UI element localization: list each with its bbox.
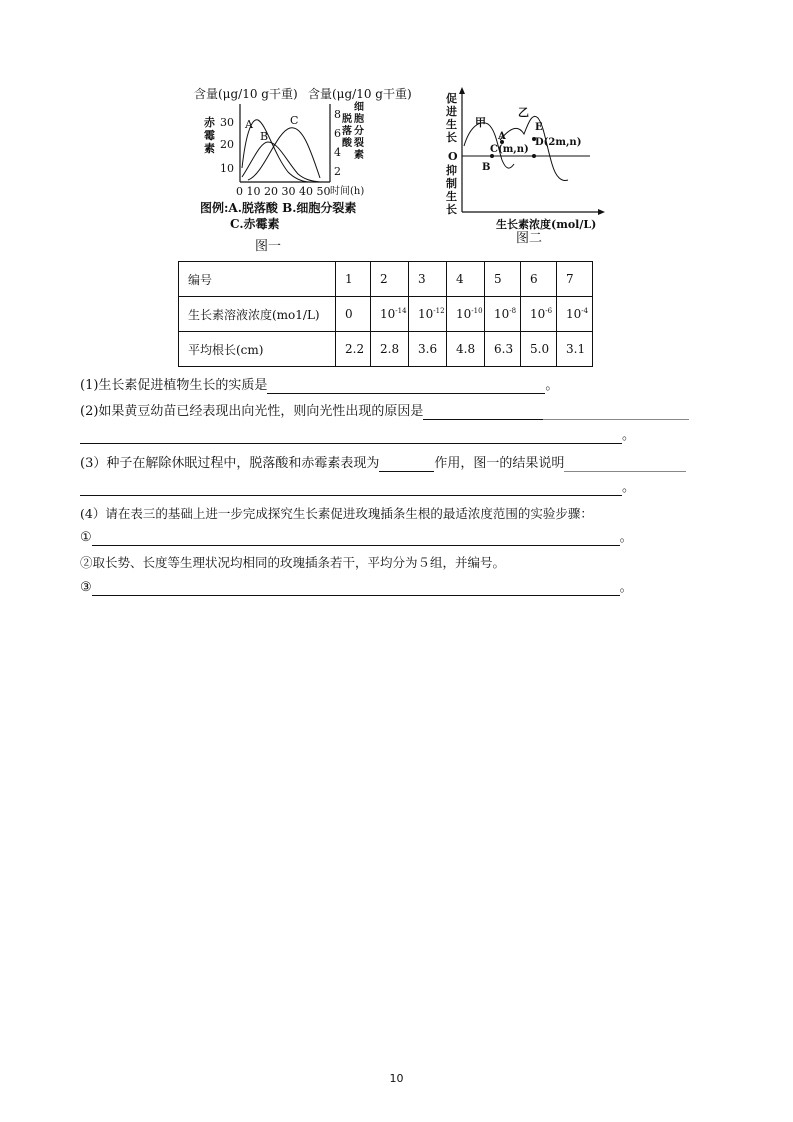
fig2-y-top-0: 促 (446, 92, 457, 105)
question-3-text-a: (3）种子在解除休眠过程中，脱落酸和赤霉素表现为 (80, 456, 380, 471)
fig2-x-label: 生长素浓度(mol/L) (496, 218, 597, 231)
fig1-right-label1-1: 落 (342, 126, 352, 137)
step-2 (80, 555, 505, 571)
fig2-point-d: D(2m,n) (535, 137, 582, 148)
power-exp: -10 (471, 307, 483, 315)
step-1-end: 。 (619, 530, 633, 545)
fig1-right-tick-2: 2 (334, 165, 341, 178)
fig1-right-label2-4: 素 (354, 150, 364, 161)
answer-blank-1[interactable] (267, 379, 545, 394)
table-cell (521, 297, 557, 332)
table-cell (557, 297, 593, 332)
fig1-curve-c (248, 128, 320, 180)
figure-2 (440, 84, 610, 244)
fig2-y-top-3: 长 (446, 131, 457, 144)
table-cell: 3.6 (409, 332, 447, 367)
fig2-y-bottom-0: 抑 (446, 164, 457, 177)
question-1-end: 。 (545, 378, 559, 393)
fig1-x-ticks: 0 10 20 30 40 50 (236, 185, 331, 198)
fig2-point-b: B (482, 162, 491, 173)
power-exp: -6 (545, 307, 553, 315)
fig2-y-top-1: 进 (446, 105, 457, 118)
fig1-x-label: 时间(h) (330, 186, 365, 197)
fig1-right-tick-6: 6 (334, 127, 341, 140)
answer-blank-3a[interactable] (379, 457, 434, 472)
question-2-cont (80, 428, 635, 444)
question-3-text-b: 作用，图一的结果说明 (434, 456, 565, 471)
fig1-left-tick-20: 20 (220, 138, 234, 151)
fig1-right-label2-0: 细 (354, 102, 364, 113)
question-3 (80, 456, 686, 472)
table-cell: 5.0 (521, 332, 557, 367)
fig1-curve-label-b: B (260, 130, 269, 143)
fig1-right-tick-4: 4 (334, 146, 341, 159)
step-3-end: 。 (619, 580, 633, 595)
table-cell (409, 297, 447, 332)
step-1 (80, 530, 633, 546)
answer-blank-step1[interactable] (92, 531, 620, 546)
table-header-cell: 平均根长(cm) (179, 332, 336, 367)
fig2-point-e: E (535, 122, 543, 133)
fig2-y-arrow (459, 87, 465, 94)
fig2-point-x-dot (532, 154, 536, 158)
fig1-right-tick-8: 8 (334, 108, 341, 121)
power-exp: -4 (581, 307, 589, 315)
answer-blank-2b[interactable] (543, 405, 689, 420)
fig1-right-label2-3: 裂 (354, 138, 364, 149)
table-row (179, 297, 593, 332)
power-base: 10 (418, 307, 434, 321)
step-3-marker: ③ (80, 580, 92, 595)
fig1-left-label-0: 赤 (204, 116, 215, 129)
fig1-left-label-1: 霉 (204, 129, 215, 142)
table-cell: 6 (521, 262, 557, 297)
answer-blank-3b[interactable] (564, 457, 686, 472)
answer-blank-2a[interactable] (423, 405, 543, 420)
question-1-text: (1)生长素促进植物生长的实质是 (80, 378, 268, 393)
fig2-curve2-name: 乙 (518, 106, 529, 119)
page-number: 10 (389, 1072, 404, 1085)
fig1-legend-line1: 图例:A.脱落酸 B.细胞分裂素 (200, 201, 357, 215)
fig1-left-tick-30: 30 (220, 116, 234, 129)
fig2-y-bottom-2: 生 (446, 190, 457, 203)
fig2-point-a: A (498, 131, 506, 142)
table-cell: 6.3 (485, 332, 521, 367)
table-cell: 5 (485, 262, 521, 297)
fig2-origin: O (448, 150, 458, 163)
fig1-left-axis-title: 含量(μg/10 g干重) (194, 87, 298, 101)
power-base: 10 (456, 307, 472, 321)
power-base: 10 (380, 307, 396, 321)
fig2-x-arrow (598, 209, 605, 215)
data-table (178, 261, 593, 367)
question-1 (80, 378, 558, 394)
table-cell: 3.1 (557, 332, 593, 367)
table-cell: 4 (447, 262, 485, 297)
table-cell: 7 (557, 262, 593, 297)
question-4 (80, 506, 593, 522)
table-row (179, 332, 593, 367)
question-4-text: (4）请在表三的基础上进一步完成探究生长素促进玫瑰插条生根的最适浓度范围的实验步骤： (80, 506, 593, 521)
fig1-right-label1-2: 酸 (342, 138, 352, 149)
table-cell (371, 297, 409, 332)
table-row (179, 262, 593, 297)
power-base: 10 (494, 307, 510, 321)
power-base: 10 (566, 307, 582, 321)
step-2-text: ②取长势、长度等生理状况均相同的玫瑰插条若干，平均分为５组，并编号。 (80, 555, 506, 570)
fig1-right-label1-0: 脱 (342, 114, 352, 125)
table-cell: 1 (336, 262, 371, 297)
question-3-end: 。 (622, 480, 636, 495)
fig2-y-bottom-3: 长 (446, 203, 457, 216)
fig1-left-label-2: 素 (204, 142, 215, 155)
table-cell (485, 297, 521, 332)
question-3-cont (80, 480, 635, 496)
question-2-text: (2)如果黄豆幼苗已经表现出向光性，则向光性出现的原因是 (80, 404, 424, 419)
figure-1 (190, 82, 420, 262)
fig1-right-label2-1: 胞 (354, 114, 364, 125)
fig1-right-label2-2: 分 (354, 126, 364, 137)
fig1-curve-label-c: C (290, 114, 299, 127)
step-3 (80, 580, 633, 596)
table-cell: 3 (409, 262, 447, 297)
step-1-marker: ① (80, 530, 92, 545)
table-cell: 2 (371, 262, 409, 297)
fig2-point-c: C(m,n) (490, 144, 529, 155)
fig1-left-tick-10: 10 (220, 162, 234, 175)
fig2-y-bottom-1: 制 (446, 177, 457, 190)
table-cell: 0 (336, 297, 371, 332)
power-exp: -8 (509, 307, 517, 315)
table-header-cell: 生长素溶液浓度(mo1/L) (179, 297, 336, 332)
fig2-y-top-2: 生 (446, 118, 457, 131)
fig2-caption: 图二 (516, 231, 543, 244)
answer-blank-step3[interactable] (92, 581, 620, 596)
fig1-legend-line2: C.赤霉素 (230, 217, 280, 231)
table-cell: 4.8 (447, 332, 485, 367)
power-base: 10 (530, 307, 546, 321)
table-header-cell: 编号 (179, 262, 336, 297)
fig2-curve1-name: 甲 (475, 116, 486, 129)
power-exp: -12 (433, 307, 445, 315)
table-cell (447, 297, 485, 332)
question-2-end: 。 (622, 428, 636, 443)
power-exp: -14 (395, 307, 407, 315)
table-cell: 2.8 (371, 332, 409, 367)
answer-blank-2c[interactable] (80, 429, 622, 444)
fig1-curve-label-a: A (245, 118, 253, 131)
table-cell: 2.2 (336, 332, 371, 367)
question-2 (80, 404, 689, 420)
answer-blank-3c[interactable] (80, 481, 622, 496)
fig1-right-axis-title: 含量(μg/10 g干重) (308, 87, 412, 101)
fig1-caption: 图一 (255, 239, 282, 254)
